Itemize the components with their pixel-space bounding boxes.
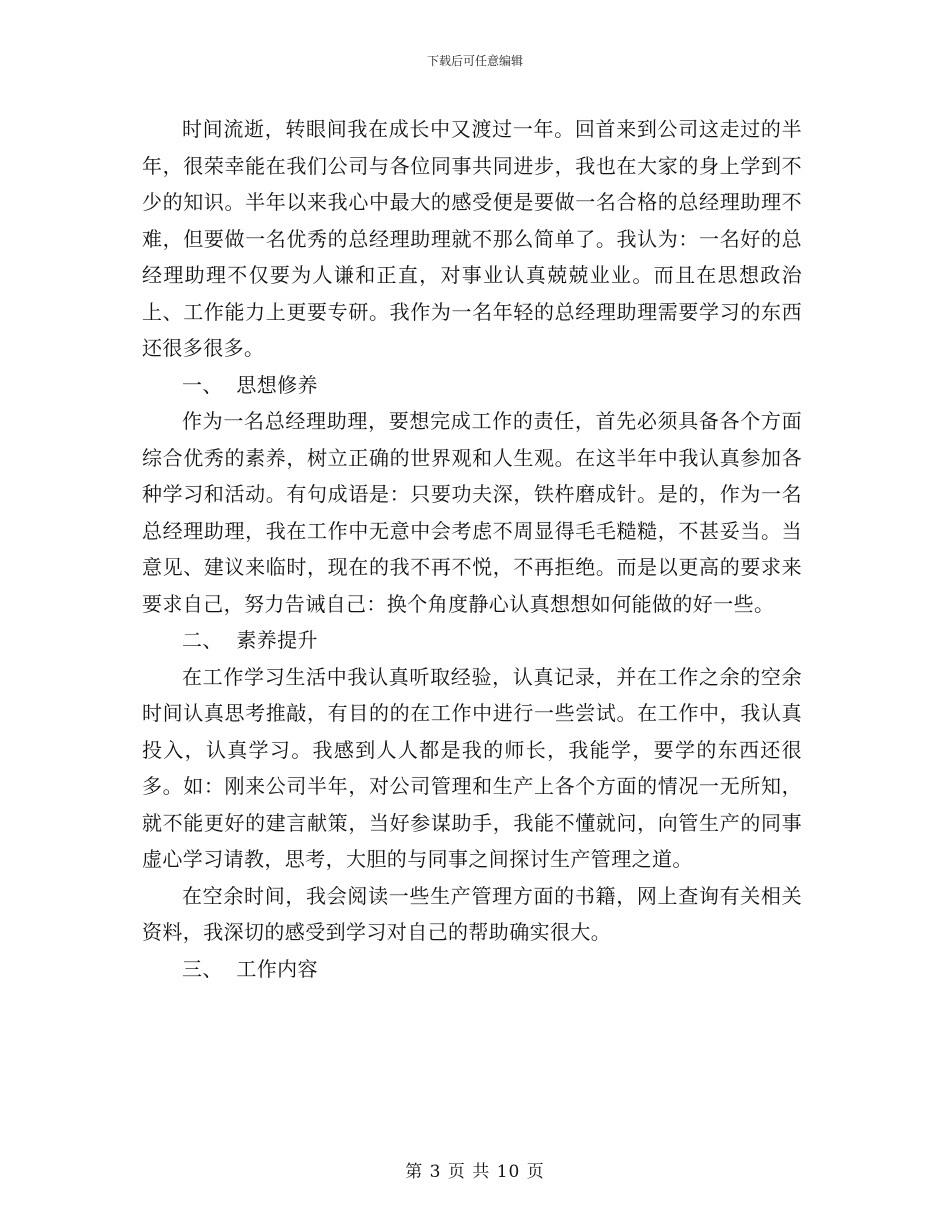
paragraph-section-1: 作为一名总经理助理，要想完成工作的责任，首先必须具备各个方面综合优秀的素养，树立正确的世界观和人生观。在这半年中我认真参加各种学习和活动。有句成语是：只要功夫深，铁杵磨成针。是的，作为一名总经理助理，我在工作中无意中会考虑不周显得毛毛糙糙，不甚妥当。当意见、建议来临时，现在的我不再不悦，不再拒绝。而是以更高的要求来要求自己，努力告诫自己：换个角度静心认真想想如何能做的好一些。 [142,409,802,616]
document-body [142,111,802,987]
page-number: 第 3 页 共 10 页 [405,1162,545,1182]
page-header-note: 下载后可任意编辑 [426,54,523,68]
section-heading-3: 三、 工作内容 [182,956,318,981]
paragraph-intro: 时间流逝，转眼间我在成长中又渡过一年。回首来到公司这走过的半年，很荣幸能在我们公司与各位同事共同进步，我也在大家的身上学到不少的知识。半年以来我心中最大的感受便是要做一名合格的总经理助理不难，但要做一名优秀的总经理助理就不那么简单了。我认为：一名好的总经理助理不仅要为人谦和正直，对事业认真兢兢业业。而且在思想政治上、工作能力上更要专研。我作为一名年轻的总经理助理需要学习的东西还很多很多。 [142,117,802,360]
paragraph-section-2a: 在工作学习生活中我认真听取经验，认真记录，并在工作之余的空余时间认真思考推敲，有目的的在工作中进行一些尝试。在工作中，我认真投入，认真学习。我感到人人都是我的师长，我能学，要学的东西还很多。如：刚来公司半年，对公司管理和生产上各个方面的情况一无所知，就不能更好的建言献策，当好参谋助手，我能不懂就问，向管生产的同事虚心学习请教，思考，大胆的与同事之间探讨生产管理之道。 [142,664,802,871]
paragraph-section-2b: 在空余时间，我会阅读一些生产管理方面的书籍，网上查询有关相关资料，我深切的感受到学习对自己的帮助确实很大。 [142,883,802,944]
section-heading-1: 一、 思想修养 [182,372,318,397]
section-heading-2: 二、 素养提升 [182,628,318,652]
